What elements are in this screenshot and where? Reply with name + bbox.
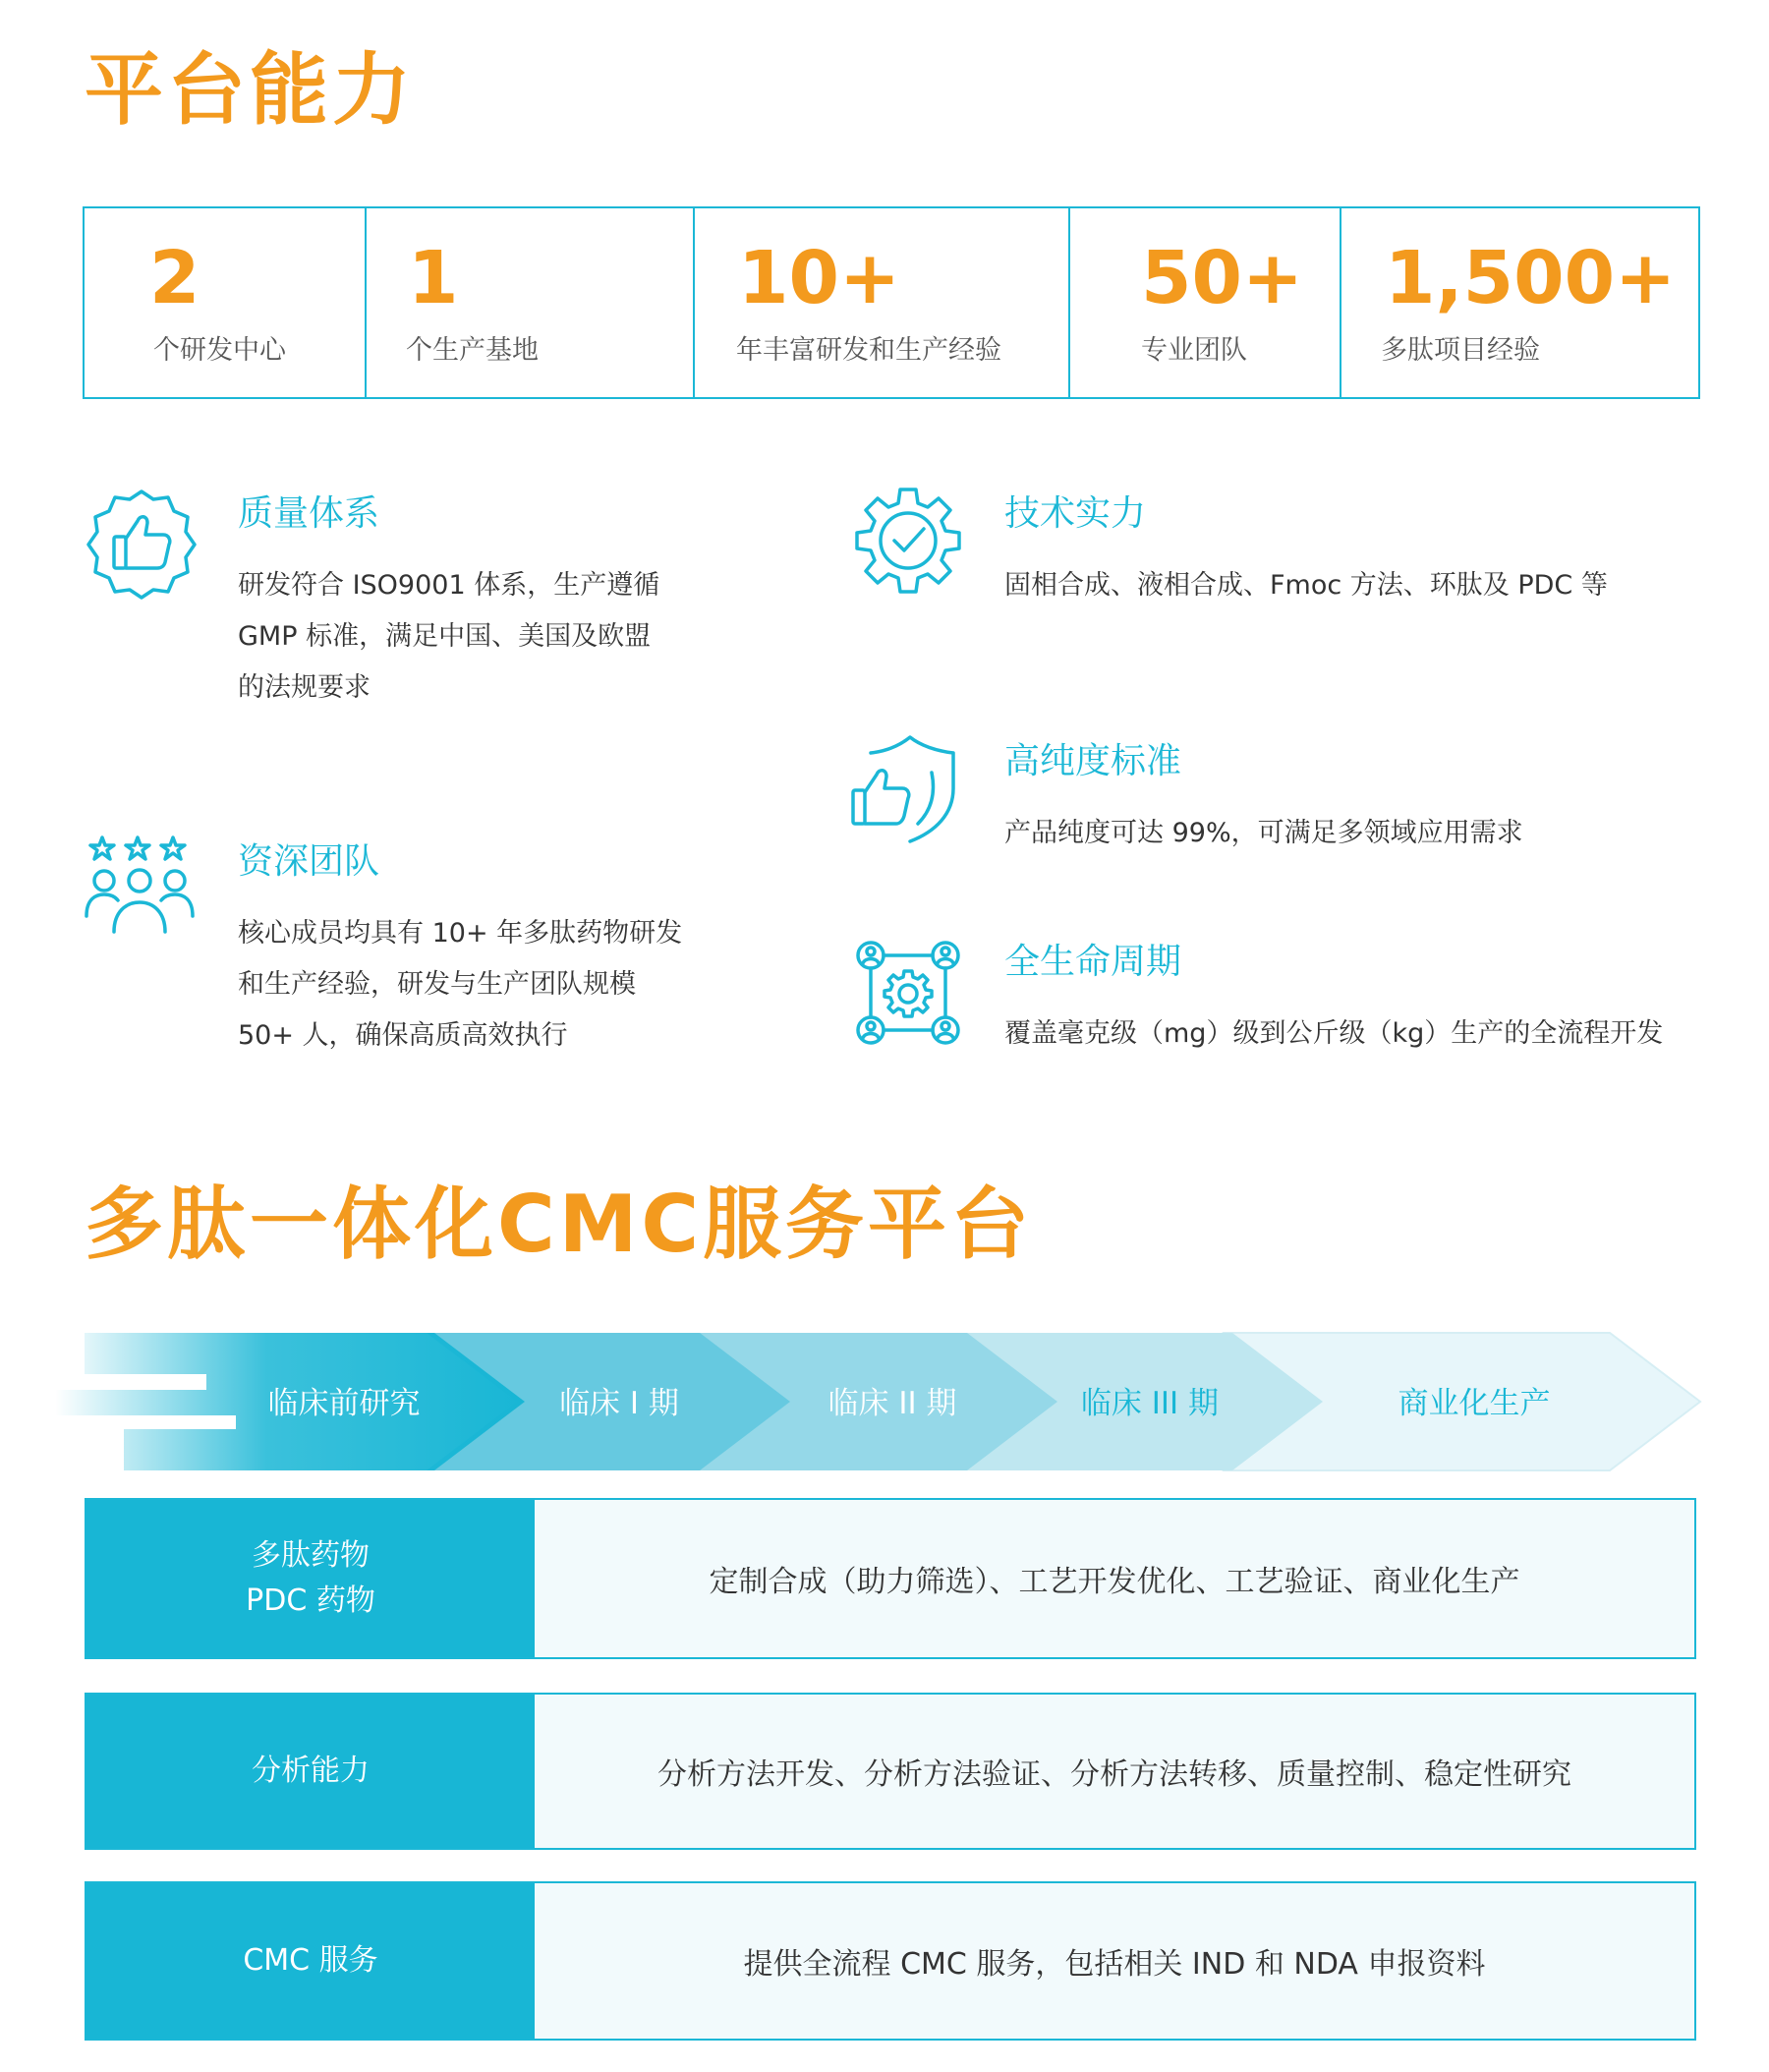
stat-value: 1 (408, 236, 459, 320)
feature-title: 资深团队 (238, 841, 380, 882)
category-line: 分析能力 (252, 1754, 370, 1788)
stats-panel (83, 206, 1700, 399)
category-line: 多肽药物 (252, 1538, 370, 1573)
stat-label: 多肽项目经验 (1381, 335, 1540, 366)
description-line: 的法规要求 (238, 672, 371, 703)
description-line: 覆盖毫克级（mg）级到公斤级（kg）生产的全流程开发 (1004, 1018, 1664, 1049)
stat-value: 2 (149, 236, 200, 320)
feature-description (1004, 560, 1608, 611)
feature-description (238, 908, 682, 1062)
feature-team (83, 834, 751, 1069)
feature-purity (849, 733, 1714, 871)
stat-label: 个研发中心 (153, 335, 286, 366)
network-gear-icon (849, 934, 967, 1052)
stat-projects (1340, 208, 1698, 397)
service-category (86, 1695, 535, 1848)
feature-title: 全生命周期 (1004, 942, 1182, 982)
feature-tech (849, 486, 1714, 623)
shield-thumbs-up-icon (849, 733, 967, 851)
thumbs-up-badge-icon (83, 486, 200, 604)
service-content: 定制合成（助力筛选）、工艺开发优化、工艺验证、商业化生产 (535, 1500, 1694, 1657)
feature-quality (83, 486, 751, 721)
stat-rd-centers (85, 208, 365, 397)
category-line: CMC 服务 (243, 1943, 378, 1978)
stage-label-phase-2: 临床 II 期 (827, 1386, 957, 1421)
stage-label-commercial: 商业化生产 (1398, 1386, 1551, 1421)
service-content: 提供全流程 CMC 服务，包括相关 IND 和 NDA 申报资料 (535, 1883, 1694, 2039)
feature-description (1004, 808, 1523, 859)
stage-label-preclinical: 临床前研究 (267, 1386, 421, 1421)
stat-label: 个生产基地 (406, 335, 539, 366)
feature-lifecycle (849, 934, 1734, 1071)
stat-value: 50+ (1141, 236, 1303, 320)
gear-check-icon (849, 486, 967, 604)
stat-value: 10+ (738, 236, 900, 320)
cmc-title: 多肽一体化CMC服务平台 (85, 1179, 1034, 1270)
description-line: 和生产经验，研发与生产团队规模 (238, 969, 636, 1000)
feature-title: 质量体系 (238, 493, 380, 534)
category-line: PDC 药物 (246, 1583, 375, 1618)
description-line: 固相合成、液相合成、Fmoc 方法、环肽及 PDC 等 (1004, 570, 1608, 601)
service-row-cmc (85, 1881, 1696, 2041)
service-category (86, 1883, 535, 2039)
stat-label: 专业团队 (1141, 335, 1247, 366)
feature-title: 高纯度标准 (1004, 741, 1182, 781)
description-line: 产品纯度可达 99%，可满足多领域应用需求 (1004, 818, 1523, 848)
description-line: 50+ 人，确保高质高效执行 (238, 1020, 568, 1051)
service-content: 分析方法开发、分析方法验证、分析方法转移、质量控制、稳定性研究 (535, 1695, 1694, 1848)
description-line: GMP 标准，满足中国、美国及欧盟 (238, 621, 652, 652)
platform-title: 平台能力 (85, 44, 415, 136)
feature-title: 技术实力 (1004, 493, 1147, 534)
service-row-analytical (85, 1693, 1696, 1850)
stage-label-phase-3: 临床 III 期 (1080, 1386, 1220, 1421)
stage-label-phase-1: 临床 I 期 (559, 1386, 679, 1421)
stat-years-experience (693, 208, 1068, 397)
stat-value: 1,500+ (1385, 236, 1677, 320)
description-line: 研发符合 ISO9001 体系，生产遵循 (238, 570, 660, 601)
feature-description (1004, 1008, 1663, 1060)
service-category (86, 1500, 535, 1657)
service-row-peptide-drugs (85, 1498, 1696, 1659)
stat-production-base (365, 208, 693, 397)
description-line: 核心成员均具有 10+ 年多肽药物研发 (238, 918, 683, 949)
team-stars-icon (83, 834, 200, 951)
stat-label: 年丰富研发和生产经验 (736, 335, 1001, 366)
feature-description (238, 560, 659, 714)
stat-team (1068, 208, 1340, 397)
